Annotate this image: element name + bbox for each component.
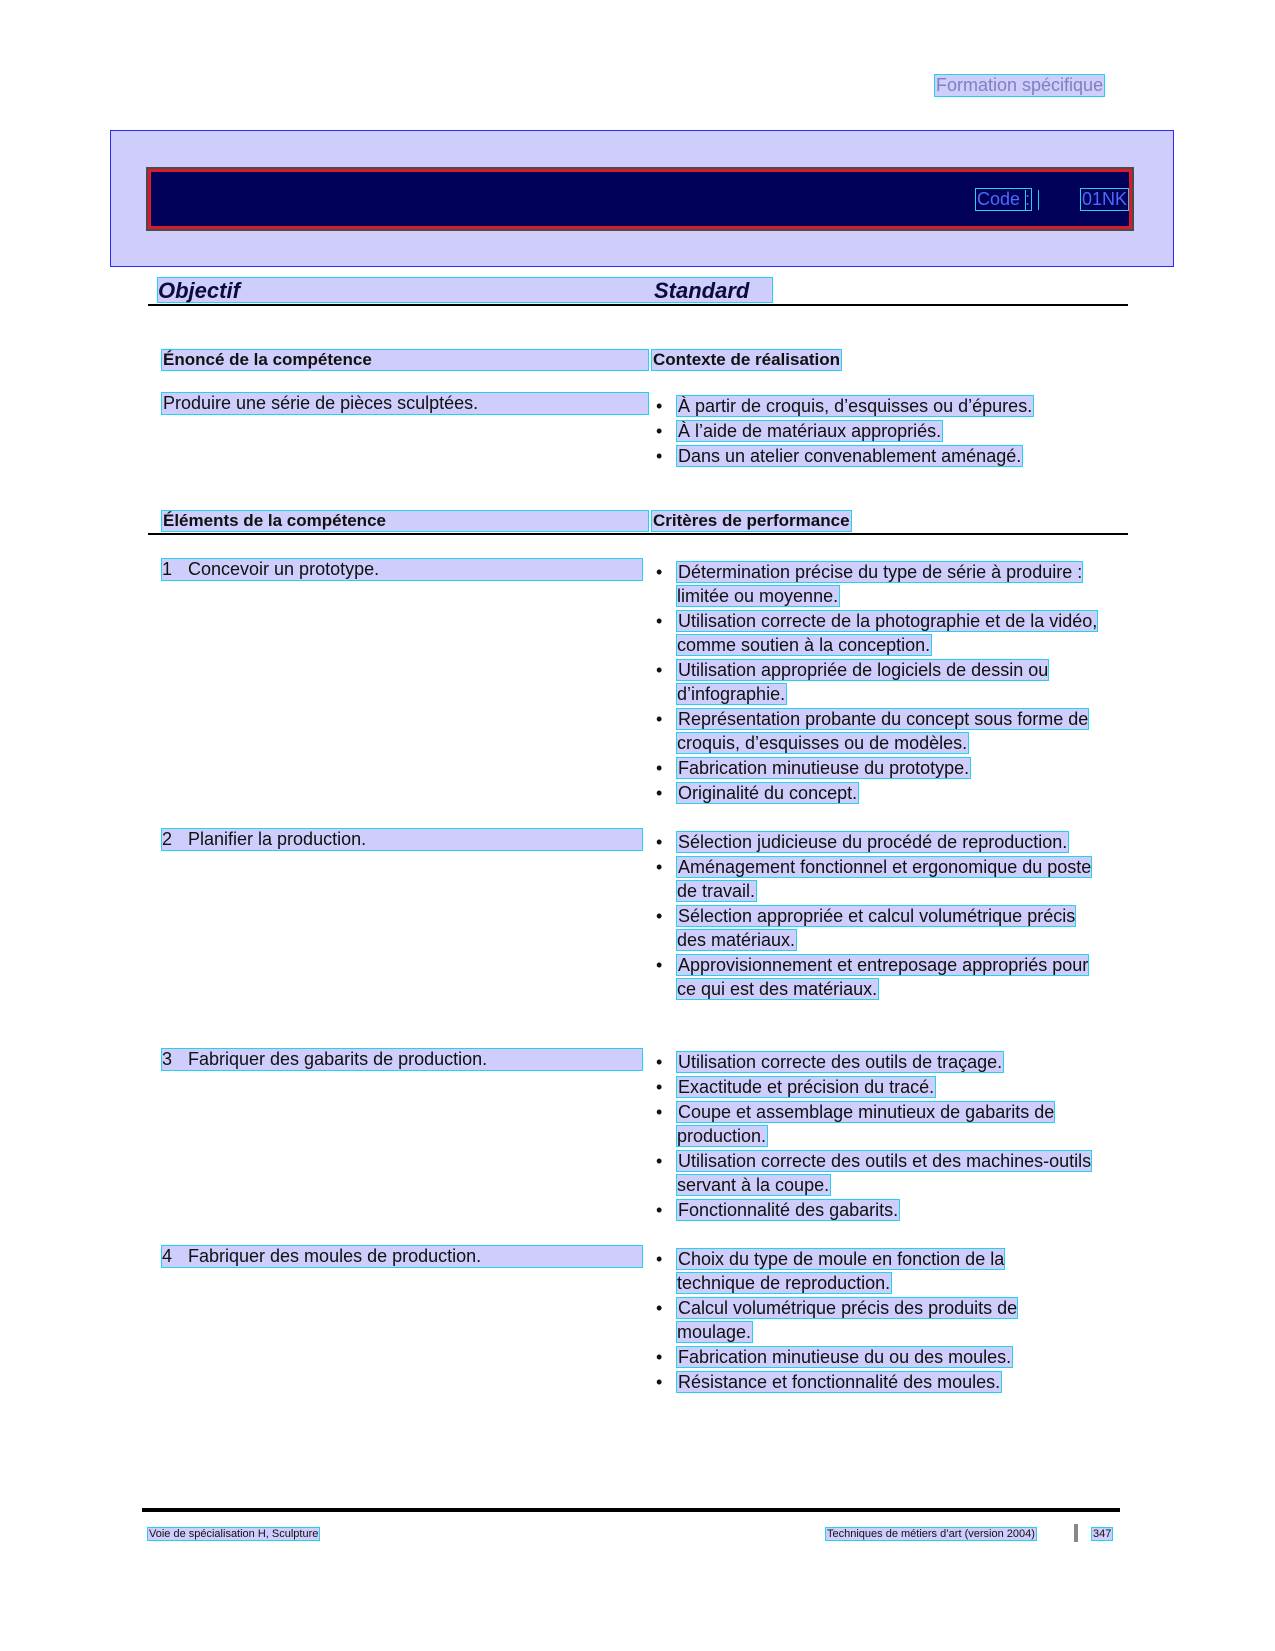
element-row-4 <box>162 1246 642 1267</box>
element-row-2 <box>162 829 642 850</box>
element-label: Concevoir un prototype. <box>188 559 380 579</box>
element-label: Fabriquer des moules de production. <box>188 1246 482 1266</box>
list-item: • Dans un atelier convenablement aménagé. <box>656 444 1126 468</box>
footer-right-text: Techniques de métiers d’art (version 2004) <box>827 1528 1035 1540</box>
context-list <box>656 394 1126 469</box>
element-number: 4 <box>162 1246 173 1266</box>
footer-separator <box>1074 1524 1078 1542</box>
element-row-1 <box>162 559 642 580</box>
context-title: Contexte de réalisation <box>653 350 841 369</box>
list-item: • Utilisation correcte des outils de traçage. <box>656 1050 1106 1074</box>
list-item: • À partir de croquis, d’esquisses ou d’épures. <box>656 394 1126 418</box>
list-item: • Calcul volumétrique précis des produits de moulage. <box>656 1296 1076 1344</box>
element-number: 3 <box>162 1049 173 1069</box>
elements-rule <box>148 533 1128 535</box>
list-item: • Coupe et assemblage minutieux de gabarits de production. <box>656 1100 1106 1148</box>
list-item: • Aménagement fonctionnel et ergonomique du poste de travail. <box>656 855 1096 903</box>
list-item: • Fabrication minutieuse du ou des moules. <box>656 1345 1076 1369</box>
code-separator <box>1025 190 1039 210</box>
element-number: 1 <box>162 559 173 579</box>
section-label: Formation spécifique <box>936 75 1104 95</box>
element-label: Fabriquer des gabarits de production. <box>188 1049 488 1069</box>
element-label: Planifier la production. <box>188 829 367 849</box>
list-item: • Représentation probante du concept sous forme de croquis, d’esquisses ou de modèles. <box>656 707 1126 755</box>
list-item: • Originalité du concept. <box>656 781 1126 805</box>
criteria-list-3 <box>656 1050 1106 1223</box>
list-item: • Fonctionnalité des gabarits. <box>656 1198 1106 1222</box>
code-label: Code : <box>977 189 1031 209</box>
criteria-list-2 <box>656 830 1096 1002</box>
list-item: • Fabrication minutieuse du prototype. <box>656 756 1126 780</box>
title-banner-inner <box>148 169 1132 229</box>
footer-rule <box>142 1508 1120 1512</box>
list-item: • Utilisation correcte de la photographie et de la vidéo, comme soutien à la conception. <box>656 609 1126 657</box>
list-item: • Exactitude et précision du tracé. <box>656 1075 1106 1099</box>
list-item: • Utilisation appropriée de logiciels de dessin ou d’infographie. <box>656 658 1126 706</box>
list-item: • Sélection judicieuse du procédé de reproduction. <box>656 830 1096 854</box>
footer-left-text: Voie de spécialisation H, Sculpture <box>149 1528 319 1540</box>
list-item: • Sélection appropriée et calcul volumétrique précis des matériaux. <box>656 904 1096 952</box>
statement-text: Produire une série de pièces sculptées. <box>162 393 648 414</box>
heading-rule <box>148 304 1128 306</box>
statement-title: Énoncé de la compétence <box>162 350 648 370</box>
list-item: • Détermination précise du type de série à produire : limitée ou moyenne. <box>656 560 1126 608</box>
objective-heading: Objectif <box>158 278 240 303</box>
criteria-list-1 <box>656 560 1126 806</box>
elements-title: Éléments de la compétence <box>162 511 648 531</box>
element-number: 2 <box>162 829 173 849</box>
element-row-3 <box>162 1049 642 1070</box>
criteria-list-4 <box>656 1247 1076 1395</box>
title-banner <box>110 130 1174 267</box>
list-item: • Résistance et fonctionnalité des moules. <box>656 1370 1076 1394</box>
list-item: • À l’aide de matériaux appropriés. <box>656 419 1126 443</box>
code-value: 01NK <box>1082 189 1128 209</box>
list-item: • Approvisionnement et entreposage appropriés pour ce qui est des matériaux. <box>656 953 1096 1001</box>
criteria-title: Critères de performance <box>653 511 850 530</box>
list-item: • Choix du type de moule en fonction de la technique de reproduction. <box>656 1247 1076 1295</box>
heading-row <box>158 278 772 302</box>
page-number: 347 <box>1093 1528 1112 1540</box>
standard-heading: Standard <box>654 278 750 303</box>
list-item: • Utilisation correcte des outils et des machines-outils servant à la coupe. <box>656 1149 1106 1197</box>
